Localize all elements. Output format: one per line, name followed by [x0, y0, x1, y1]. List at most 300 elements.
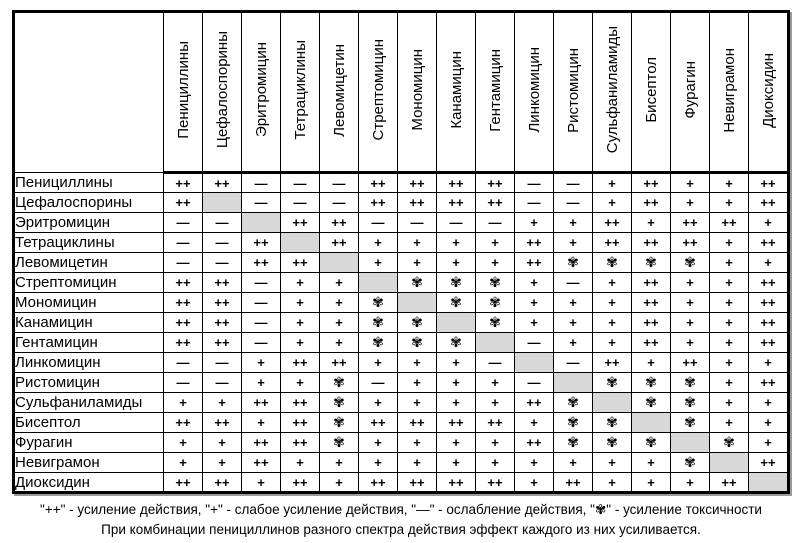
matrix-cell [593, 393, 632, 413]
matrix-cell: ++ [710, 473, 749, 493]
legend [12, 500, 790, 539]
matrix-cell: — [320, 173, 359, 193]
matrix-cell: ++ [632, 233, 671, 253]
matrix-cell: + [203, 393, 242, 413]
matrix-cell: ✾ [320, 373, 359, 393]
matrix-cell: ++ [164, 293, 203, 313]
matrix-cell: ✾ [632, 393, 671, 413]
matrix-cell: ✾ [554, 393, 593, 413]
column-header-label: Ристомицин [564, 47, 582, 133]
matrix-cell: + [320, 453, 359, 473]
matrix-cell: ++ [320, 213, 359, 233]
row-header: Сульфаниламиды [14, 393, 164, 413]
matrix-cell: ++ [632, 173, 671, 193]
matrix-cell: + [671, 173, 710, 193]
matrix-cell: ✾ [398, 273, 437, 293]
matrix-cell: + [476, 373, 515, 393]
matrix-cell: ++ [749, 373, 789, 393]
matrix-cell: + [242, 353, 281, 373]
matrix-cell: ++ [203, 333, 242, 353]
matrix-cell: ++ [476, 473, 515, 493]
row-header: Цефалоспорины [14, 193, 164, 213]
matrix-cell: ✾ [671, 453, 710, 473]
matrix-cell: + [710, 273, 749, 293]
table-row [14, 433, 789, 453]
matrix-cell: + [437, 233, 476, 253]
table-row [14, 413, 789, 433]
matrix-cell: — [203, 213, 242, 233]
row-header: Диоксидин [14, 473, 164, 493]
matrix-cell: + [710, 173, 749, 193]
matrix-cell: ++ [671, 213, 710, 233]
matrix-cell [515, 353, 554, 373]
matrix-cell: + [593, 333, 632, 353]
matrix-cell: + [632, 473, 671, 493]
column-header [710, 12, 749, 173]
matrix-cell: ++ [164, 333, 203, 353]
table-row [14, 313, 789, 333]
column-header [320, 12, 359, 173]
matrix-cell: — [281, 173, 320, 193]
matrix-cell: + [710, 253, 749, 273]
matrix-cell: ++ [515, 393, 554, 413]
matrix-cell: ++ [281, 413, 320, 433]
matrix-cell: — [554, 273, 593, 293]
matrix-cell: ++ [437, 473, 476, 493]
matrix-cell: + [671, 313, 710, 333]
matrix-cell: + [515, 313, 554, 333]
matrix-cell: + [710, 353, 749, 373]
column-header [281, 12, 320, 173]
matrix-cell: ++ [320, 353, 359, 373]
matrix-cell: + [476, 453, 515, 473]
matrix-cell: — [320, 193, 359, 213]
matrix-cell: ++ [749, 233, 789, 253]
matrix-cell: ++ [203, 173, 242, 193]
matrix-cell: — [242, 193, 281, 213]
column-header [242, 12, 281, 173]
matrix-cell: + [437, 253, 476, 273]
matrix-cell: — [203, 233, 242, 253]
matrix-cell: + [710, 373, 749, 393]
matrix-cell: ++ [476, 193, 515, 213]
matrix-cell: ++ [437, 413, 476, 433]
matrix-cell: + [515, 413, 554, 433]
row-header: Стрептомицин [14, 273, 164, 293]
matrix-cell: ✾ [593, 433, 632, 453]
matrix-cell: ✾ [671, 413, 710, 433]
matrix-cell: + [632, 213, 671, 233]
matrix-cell: + [398, 233, 437, 253]
matrix-cell: + [164, 453, 203, 473]
matrix-cell: ++ [515, 233, 554, 253]
column-header [164, 12, 203, 173]
matrix-cell: + [710, 293, 749, 313]
matrix-cell: + [203, 453, 242, 473]
matrix-cell: + [281, 373, 320, 393]
matrix-cell: ✾ [437, 273, 476, 293]
matrix-cell: ++ [203, 293, 242, 313]
matrix-cell: ++ [437, 193, 476, 213]
matrix-cell [203, 193, 242, 213]
matrix-cell: ✾ [398, 313, 437, 333]
matrix-cell: ✾ [359, 293, 398, 313]
matrix-cell: ✾ [671, 373, 710, 393]
table-row [14, 373, 789, 393]
matrix-cell: — [242, 333, 281, 353]
matrix-cell: + [437, 433, 476, 453]
matrix-cell: ++ [515, 433, 554, 453]
table-row [14, 193, 789, 213]
matrix-cell: ++ [164, 193, 203, 213]
corner-cell [14, 12, 164, 173]
matrix-cell: ++ [749, 313, 789, 333]
matrix-cell: + [437, 373, 476, 393]
matrix-cell: ✾ [398, 333, 437, 353]
matrix-cell: ++ [593, 353, 632, 373]
table-row [14, 213, 789, 233]
matrix-cell: + [281, 293, 320, 313]
matrix-cell: ++ [554, 473, 593, 493]
matrix-cell: ++ [359, 413, 398, 433]
matrix-cell: + [671, 273, 710, 293]
row-header: Пенициллины [14, 173, 164, 193]
matrix-cell: + [515, 473, 554, 493]
matrix-cell: ++ [671, 233, 710, 253]
matrix-cell: + [320, 273, 359, 293]
column-header [437, 12, 476, 173]
row-header: Фурагин [14, 433, 164, 453]
matrix-cell: ++ [632, 313, 671, 333]
table-row [14, 293, 789, 313]
matrix-cell: ++ [359, 173, 398, 193]
column-header-label: Цефалоспорины [213, 31, 231, 149]
matrix-cell: + [749, 353, 789, 373]
row-header: Канамицин [14, 313, 164, 333]
matrix-cell: + [554, 233, 593, 253]
matrix-cell: + [632, 453, 671, 473]
header-row [14, 12, 789, 173]
matrix-cell: + [554, 333, 593, 353]
matrix-cell: ✾ [593, 413, 632, 433]
matrix-cell [281, 233, 320, 253]
matrix-cell: + [710, 313, 749, 333]
matrix-cell: ++ [164, 273, 203, 293]
table-row [14, 473, 789, 493]
matrix-cell: ✾ [671, 253, 710, 273]
table-row [14, 393, 789, 413]
matrix-cell: + [281, 333, 320, 353]
matrix-cell: + [554, 293, 593, 313]
matrix-cell: + [398, 433, 437, 453]
matrix-cell: + [281, 313, 320, 333]
matrix-cell: ++ [164, 413, 203, 433]
table-row [14, 453, 789, 473]
matrix-cell: ++ [203, 273, 242, 293]
matrix-cell: + [749, 413, 789, 433]
matrix-cell: + [437, 353, 476, 373]
matrix-cell: ✾ [710, 433, 749, 453]
matrix-cell: ✾ [554, 433, 593, 453]
table-row [14, 333, 789, 353]
matrix-cell: — [554, 193, 593, 213]
column-header [632, 12, 671, 173]
table-row [14, 273, 789, 293]
matrix-cell: ++ [749, 333, 789, 353]
matrix-cell: ✾ [593, 373, 632, 393]
matrix-cell: + [398, 373, 437, 393]
matrix-cell: + [359, 233, 398, 253]
matrix-cell: + [554, 453, 593, 473]
matrix-cell: + [710, 413, 749, 433]
matrix-cell: ✾ [437, 333, 476, 353]
matrix-cell: + [749, 213, 789, 233]
matrix-cell: ++ [359, 193, 398, 213]
matrix-cell: — [242, 173, 281, 193]
matrix-cell: ✾ [320, 393, 359, 413]
matrix-cell: ++ [281, 433, 320, 453]
matrix-cell: ✾ [320, 413, 359, 433]
matrix-cell: + [398, 393, 437, 413]
matrix-cell: ✾ [476, 313, 515, 333]
column-header-label: Сульфаниламиды [603, 26, 621, 154]
matrix-cell: + [593, 273, 632, 293]
matrix-cell: ++ [203, 313, 242, 333]
column-header [515, 12, 554, 173]
matrix-cell: + [437, 453, 476, 473]
matrix-cell: + [476, 393, 515, 413]
matrix-cell [398, 293, 437, 313]
matrix-cell: — [164, 253, 203, 273]
matrix-cell: — [242, 273, 281, 293]
matrix-cell: + [359, 253, 398, 273]
matrix-cell: ++ [398, 413, 437, 433]
matrix-cell: — [203, 253, 242, 273]
matrix-cell: — [164, 373, 203, 393]
matrix-cell: ++ [359, 473, 398, 493]
table-row [14, 173, 789, 193]
matrix-cell: + [554, 313, 593, 333]
matrix-cell: + [242, 473, 281, 493]
matrix-cell: + [515, 213, 554, 233]
row-header: Мономицин [14, 293, 164, 313]
matrix-cell: + [437, 393, 476, 413]
matrix-cell: + [671, 293, 710, 313]
matrix-cell: ++ [476, 173, 515, 193]
matrix-cell: ++ [281, 393, 320, 413]
matrix-cell: ++ [281, 253, 320, 273]
matrix-cell: + [398, 353, 437, 373]
matrix-cell: ✾ [359, 333, 398, 353]
table-header [14, 12, 789, 173]
matrix-cell: + [593, 453, 632, 473]
matrix-cell: ✾ [437, 293, 476, 313]
matrix-cell: ++ [398, 193, 437, 213]
column-header-label: Канамицин [447, 51, 465, 129]
matrix-cell: + [359, 433, 398, 453]
matrix-cell: ++ [398, 173, 437, 193]
column-header-label: Эритромицин [252, 42, 270, 138]
column-header-label: Гентамицин [486, 48, 504, 132]
matrix-cell: + [476, 253, 515, 273]
matrix-cell: ++ [320, 233, 359, 253]
row-header: Бисептол [14, 413, 164, 433]
matrix-cell: + [593, 193, 632, 213]
matrix-cell: + [203, 433, 242, 453]
column-header-label: Тетрациклины [291, 40, 309, 140]
matrix-cell: + [632, 353, 671, 373]
matrix-cell: ++ [749, 193, 789, 213]
matrix-cell [359, 273, 398, 293]
matrix-cell: + [320, 313, 359, 333]
matrix-cell: + [359, 393, 398, 413]
matrix-cell: + [164, 433, 203, 453]
row-header: Левомицетин [14, 253, 164, 273]
matrix-cell: ++ [749, 453, 789, 473]
matrix-cell: ✾ [320, 433, 359, 453]
column-header-label: Фурагин [681, 61, 699, 119]
matrix-cell: ++ [593, 233, 632, 253]
matrix-cell: ✾ [632, 433, 671, 453]
matrix-cell: ++ [164, 473, 203, 493]
matrix-cell: ++ [242, 433, 281, 453]
legend-line-2: При комбинации пенициллинов разного спектра действия эффект каждого из них усиливается. [101, 521, 701, 537]
matrix-cell: + [671, 333, 710, 353]
matrix-cell: + [320, 293, 359, 313]
column-header [749, 12, 789, 173]
matrix-cell: ✾ [554, 253, 593, 273]
matrix-cell: ++ [749, 293, 789, 313]
matrix-cell: ✾ [632, 373, 671, 393]
matrix-cell [632, 413, 671, 433]
matrix-cell: + [593, 173, 632, 193]
matrix-cell: ++ [671, 353, 710, 373]
matrix-cell: ++ [749, 173, 789, 193]
matrix-cell: + [671, 193, 710, 213]
matrix-cell: + [710, 193, 749, 213]
matrix-cell: — [164, 233, 203, 253]
matrix-cell: ++ [164, 313, 203, 333]
matrix-cell: + [476, 433, 515, 453]
table-row [14, 253, 789, 273]
column-header-label: Невиграмон [720, 47, 738, 133]
column-header-label: Левомицетин [330, 43, 348, 137]
matrix-cell: — [281, 193, 320, 213]
matrix-cell [476, 333, 515, 353]
column-header [359, 12, 398, 173]
drug-interaction-matrix [12, 10, 790, 494]
column-header-label: Диоксидин [759, 52, 777, 128]
matrix-cell: — [164, 353, 203, 373]
matrix-cell: ✾ [593, 253, 632, 273]
matrix-cell: + [515, 273, 554, 293]
matrix-cell: + [242, 413, 281, 433]
table-row [14, 353, 789, 373]
matrix-cell: + [359, 353, 398, 373]
matrix-cell: + [320, 333, 359, 353]
row-header: Невиграмон [14, 453, 164, 473]
matrix-cell: ++ [632, 333, 671, 353]
matrix-cell: — [515, 173, 554, 193]
matrix-cell: ++ [164, 173, 203, 193]
matrix-cell: + [710, 233, 749, 253]
matrix-cell: — [203, 373, 242, 393]
table-row [14, 233, 789, 253]
column-header-label: Бисептол [642, 57, 660, 123]
row-header: Эритромицин [14, 213, 164, 233]
matrix-cell: + [359, 453, 398, 473]
matrix-cell: ++ [476, 413, 515, 433]
matrix-cell: — [164, 213, 203, 233]
matrix-cell: ++ [281, 213, 320, 233]
matrix-cell: + [710, 393, 749, 413]
legend-line-1: "++" - усиление действия, "+" - слабое усиление действия, "—" - ослабление действия, "✾" - усиление токсичности [40, 502, 762, 517]
matrix-cell: — [515, 333, 554, 353]
matrix-cell: ++ [632, 273, 671, 293]
matrix-cell [554, 373, 593, 393]
column-header [476, 12, 515, 173]
matrix-cell: + [554, 213, 593, 233]
matrix-cell: ++ [242, 233, 281, 253]
matrix-cell: + [398, 453, 437, 473]
matrix-cell: ++ [632, 293, 671, 313]
matrix-cell: — [242, 313, 281, 333]
column-header [593, 12, 632, 173]
matrix-cell: — [359, 213, 398, 233]
column-header [554, 12, 593, 173]
matrix-cell: + [320, 473, 359, 493]
matrix-cell: ✾ [554, 413, 593, 433]
matrix-cell: + [593, 473, 632, 493]
matrix-cell: ++ [749, 273, 789, 293]
matrix-cell [710, 453, 749, 473]
matrix-cell: ++ [203, 413, 242, 433]
matrix-cell [320, 253, 359, 273]
matrix-cell: + [515, 453, 554, 473]
matrix-cell: ++ [593, 213, 632, 233]
column-header-label: Мономицин [408, 49, 426, 131]
matrix-cell: ++ [203, 473, 242, 493]
matrix-cell: ++ [281, 353, 320, 373]
matrix-cell: — [359, 373, 398, 393]
matrix-cell: + [710, 333, 749, 353]
column-header-label: Линкомицин [525, 47, 543, 133]
matrix-cell: ++ [632, 193, 671, 213]
matrix-cell: — [554, 173, 593, 193]
matrix-cell: + [398, 253, 437, 273]
row-header: Тетрациклины [14, 233, 164, 253]
matrix-cell: ++ [242, 253, 281, 273]
matrix-cell [671, 433, 710, 453]
matrix-cell: ++ [515, 253, 554, 273]
row-header: Линкомицин [14, 353, 164, 373]
matrix-cell: — [515, 373, 554, 393]
matrix-cell: ++ [281, 473, 320, 493]
matrix-cell: ✾ [671, 393, 710, 413]
matrix-cell: — [554, 353, 593, 373]
matrix-cell: — [437, 213, 476, 233]
matrix-cell: + [749, 253, 789, 273]
column-header [671, 12, 710, 173]
matrix-cell: + [164, 393, 203, 413]
matrix-cell: — [398, 213, 437, 233]
matrix-cell: + [515, 293, 554, 313]
matrix-cell: ++ [437, 173, 476, 193]
matrix-cell: ✾ [359, 313, 398, 333]
matrix-cell: + [281, 453, 320, 473]
row-header: Гентамицин [14, 333, 164, 353]
table-body [14, 173, 789, 493]
